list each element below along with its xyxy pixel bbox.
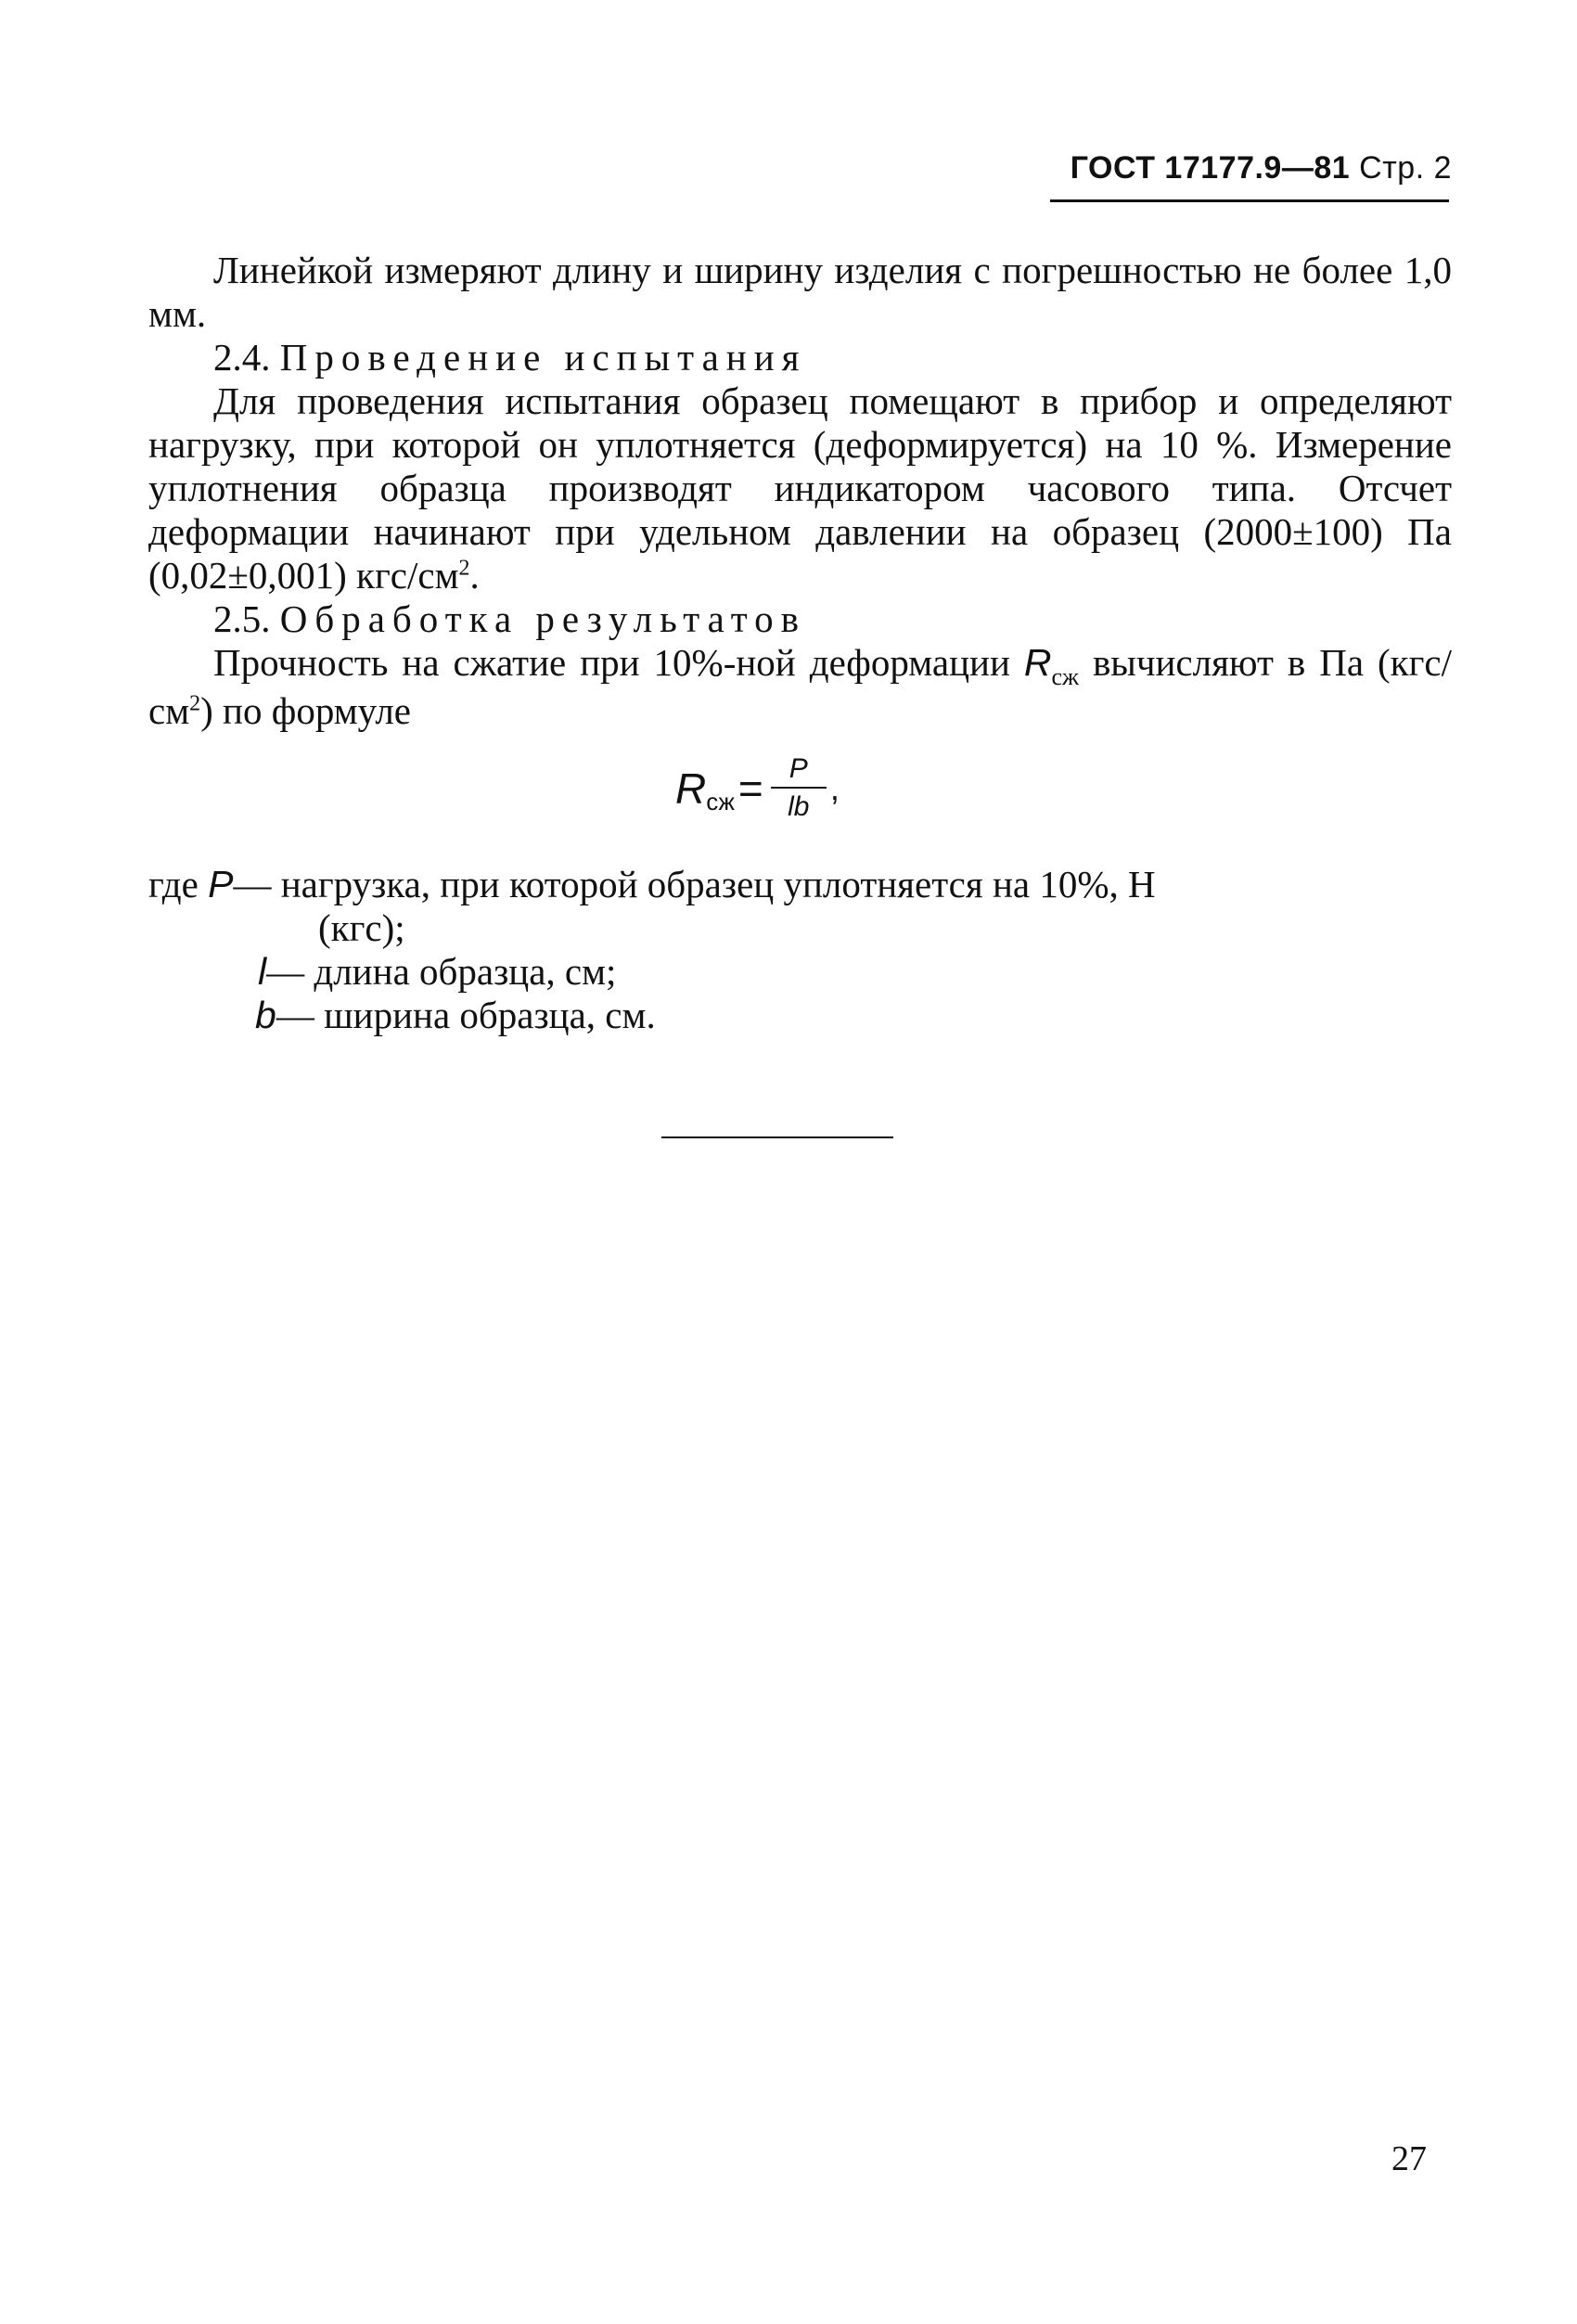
legend-text-b: — ширина образца, см. [276, 994, 656, 1036]
header-rule [1050, 199, 1449, 202]
formula-numerator: P [771, 753, 827, 789]
formula-comma: , [829, 769, 840, 807]
formula-equals: = [737, 764, 763, 813]
strength-symbol: R [1023, 641, 1052, 684]
legend-symbol-l: l [258, 950, 267, 993]
legend-row-b [148, 994, 1452, 1037]
standard-code: ГОСТ 17177.9—81 [1070, 150, 1351, 186]
formula-denominator: lb [788, 791, 810, 822]
paragraph-test-procedure-text: Для проведения испытания образец помещают в прибор и определяют нагрузку, при которой он уплотняется (деформируется) на 10 %. Измерение уплотнения образца производят индикатором часового типа. Отсчет деформации начинают при удельном давлении на образец (2000±100) Па (0,02±0,001) кгс/см [148, 379, 1452, 597]
superscript: 2 [189, 691, 201, 716]
legend-row-l [148, 950, 1452, 994]
legend-intro: где [148, 863, 199, 905]
paragraph-strength-calc-text-c: ) по формуле [200, 689, 411, 732]
formula-fraction [771, 753, 827, 824]
strength-formula [675, 753, 840, 824]
main-text [148, 249, 1452, 733]
paragraph-strength-calc [148, 641, 1452, 733]
section-2-4-heading [148, 336, 1452, 379]
formula-legend [148, 863, 1452, 1037]
superscript: 2 [458, 556, 470, 581]
paragraph-strength-calc-text-b: вычисляют в Па (кгс/см [148, 641, 1452, 732]
formula-lhs: R [675, 764, 707, 813]
paragraph-strength-calc-text-a: Прочность на сжатие при 10%-ной деформации [213, 641, 1024, 684]
legend-symbol-p: P [208, 863, 234, 905]
section-2-5-heading [148, 597, 1452, 641]
strength-symbol-subscript: сж [1051, 663, 1079, 690]
formula-lhs-subscript: сж [706, 787, 735, 815]
legend-symbol-b: b [255, 994, 276, 1036]
legend-row-p-cont [148, 906, 1452, 950]
page-number: 27 [1391, 2139, 1427, 2178]
paragraph-ruler-measurement: Линейкой измеряют длину и ширину изделия с погрешностью не более 1,0 мм. [148, 249, 1452, 335]
end-rule [661, 1136, 893, 1138]
paragraph-test-procedure [148, 379, 1452, 597]
legend-text-l: — длина образца, см; [266, 950, 617, 993]
period: . [469, 554, 480, 597]
legend-text-p-cont: (кгс); [318, 906, 405, 949]
section-2-5-title: Обработка результатов [279, 597, 807, 640]
page-header [1071, 150, 1452, 186]
section-2-5-number: 2.5. [213, 597, 271, 640]
section-2-4-number: 2.4. [213, 336, 271, 379]
page-label: Стр. 2 [1359, 150, 1452, 186]
legend-text-p: — нагрузка, при которой образец уплотняется на 10%, Н [233, 863, 1156, 905]
legend-row-p [148, 863, 1452, 906]
section-2-4-title: Проведение испытания [279, 336, 807, 379]
